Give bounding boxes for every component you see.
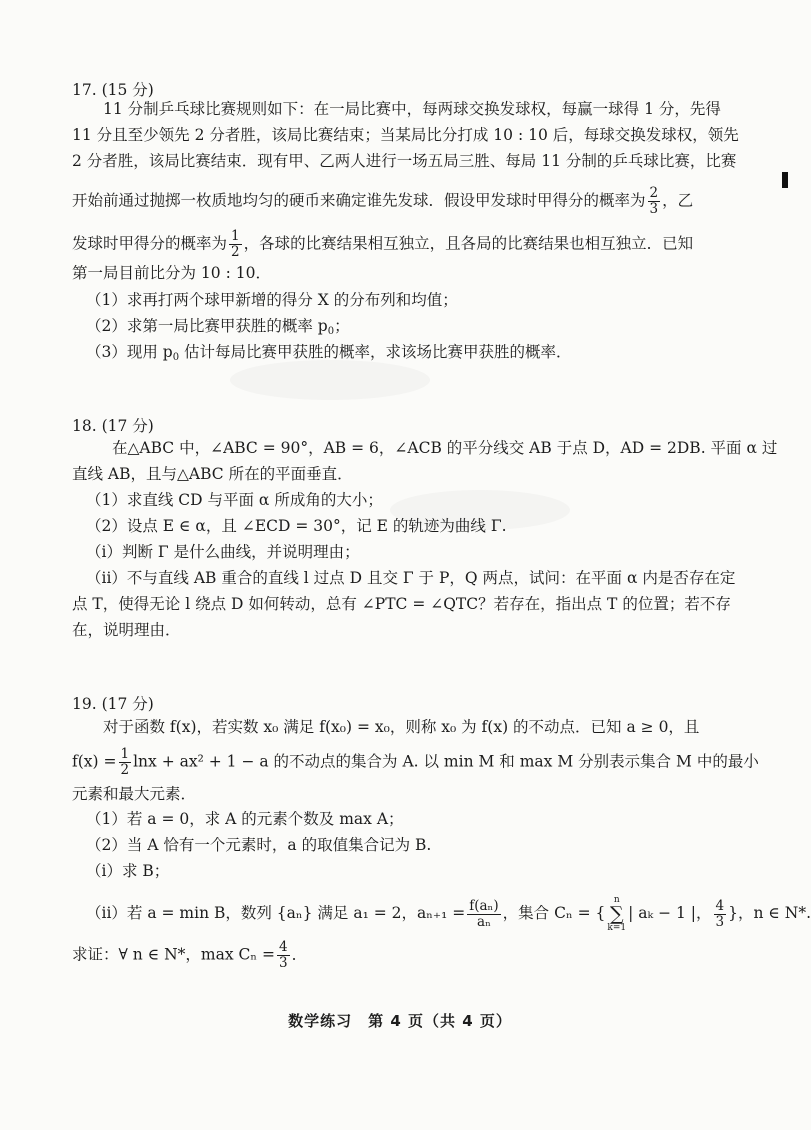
summation-symbol: n ∑ k=1 xyxy=(607,895,627,933)
problem-18-part-1: （1）求直线 CD 与平面 α 所成角的大小； xyxy=(86,491,383,509)
problem-18-text: 在△ABC 中，∠ABC = 90°，AB = 6，∠ACB 的平分线交 AB 于点 D，AD = 2DB. 平面 α 过 xyxy=(112,439,778,457)
problem-18-part-2-i: （i）判断 Γ 是什么曲线，并说明理由； xyxy=(86,543,360,561)
scan-registration-mark xyxy=(782,172,788,188)
problem-19-proof: 求证：∀ n ∈ N*，max Cₙ = $\frac{4}{3}$ ． xyxy=(72,939,308,971)
problem-18-text: 直线 AB，且与△ABC 所在的平面垂直． xyxy=(72,465,353,483)
problem-17-text: 第一局目前比分为 10 : 10． xyxy=(72,264,271,282)
fraction-four-thirds: $\frac{4}{3}$ xyxy=(715,897,725,930)
problem-19-header: 19. (17 分) xyxy=(72,695,154,713)
fraction-f-an-over-an: $\frac{\text{f(aₙ)}}{\text{aₙ}}$ xyxy=(469,897,499,930)
fraction-four-thirds: $\frac{4}{3}$ xyxy=(279,939,288,971)
page-footer: 数学练习 第 4 页（共 4 页） xyxy=(288,1012,512,1030)
problem-19-part-1: （1）若 a = 0，求 A 的元素个数及 max A； xyxy=(86,810,404,828)
problem-17-header: 17. (15 分) xyxy=(72,81,154,99)
problem-19-text: f(x) = $\frac{1}{2}$ lnx + ax² + 1 − a 的不动点的集合为 A. 以 min M 和 max M 分别表示集合 M 中的最小 xyxy=(72,746,759,778)
problem-17-text: 11 分且至少领先 2 分者胜，该局比赛结束；当某局比分打成 10 : 10 后，每球交换发球权，领先 xyxy=(72,126,739,144)
problem-18-part-2-ii: （ii）不与直线 AB 重合的直线 l 过点 D 且交 Γ 于 P，Q 两点，试问：在平面 α 内是否存在定 xyxy=(86,569,736,587)
problem-17-part-2: （2）求第一局比赛甲获胜的概率 $p_0$； xyxy=(86,317,350,337)
problem-17-text: 11 分制乒乓球比赛规则如下：在一局比赛中，每两球交换发球权，每赢一球得 1 分，先得 xyxy=(103,100,721,118)
problem-19-part-2-ii: （ii）若 a = min B，数列 {aₙ} 满足 a₁ = 2，aₙ₊₁ = $\frac{\text{f(aₙ)}}{\text{aₙ}}$ ，集合 Cₙ = {n ∑ k=1| aₖ − 1 |， $\frac{4}{3}$ }，n ∈ N*. xyxy=(86,895,811,933)
problem-18-text: 点 T，使得无论 l 绕点 D 如何转动，总有 ∠PTC = ∠QTC？若存在，指出点 T 的位置；若不存 xyxy=(72,595,731,613)
problem-17-text: 2 分者胜，该局比赛结束．现有甲、乙两人进行一场五局三胜、每局 11 分制的乒乓球比赛，比赛 xyxy=(72,152,737,170)
problem-18-header: 18. (17 分) xyxy=(72,417,154,435)
problem-19-part-2: （2）当 A 恰有一个元素时，a 的取值集合记为 B. xyxy=(86,836,432,854)
fraction-one-half: $\frac{1}{2}$ xyxy=(231,228,240,260)
problem-17-part-3: （3）现用 $p_0$ 估计每局比赛甲获胜的概率，求该场比赛甲获胜的概率． xyxy=(86,343,572,363)
fraction-one-half: $\frac{1}{2}$ xyxy=(120,746,130,778)
problem-19-text: 元素和最大元素． xyxy=(72,785,197,803)
problem-18-text: 在，说明理由． xyxy=(72,621,181,639)
problem-19-part-2-i: （i）求 B； xyxy=(86,862,170,880)
fraction-two-thirds: $\frac{2}{3}$ xyxy=(649,185,659,217)
problem-18-part-2: （2）设点 E ∈ α，且 ∠ECD = 30°，记 E 的轨迹为曲线 Γ. xyxy=(86,517,507,535)
problem-17-text: 发球时甲得分的概率为 $\frac{1}{2}$ ，各球的比赛结果相互独立，且各局的比赛结果也相互独立．已知 xyxy=(72,228,694,260)
problem-17-text: 开始前通过抛掷一枚质地均匀的硬币来确定谁先发球．假设甲发球时甲得分的概率为 $\frac{2}{3}$ ，乙 xyxy=(72,185,694,217)
problem-17-part-1: （1）求再打两个球甲新增的得分 X 的分布列和均值； xyxy=(86,291,458,309)
problem-19-text: 对于函数 f(x)，若实数 x₀ 满足 f(x₀) = x₀，则称 x₀ 为 f(x) 的不动点．已知 a ≥ 0，且 xyxy=(103,718,700,736)
